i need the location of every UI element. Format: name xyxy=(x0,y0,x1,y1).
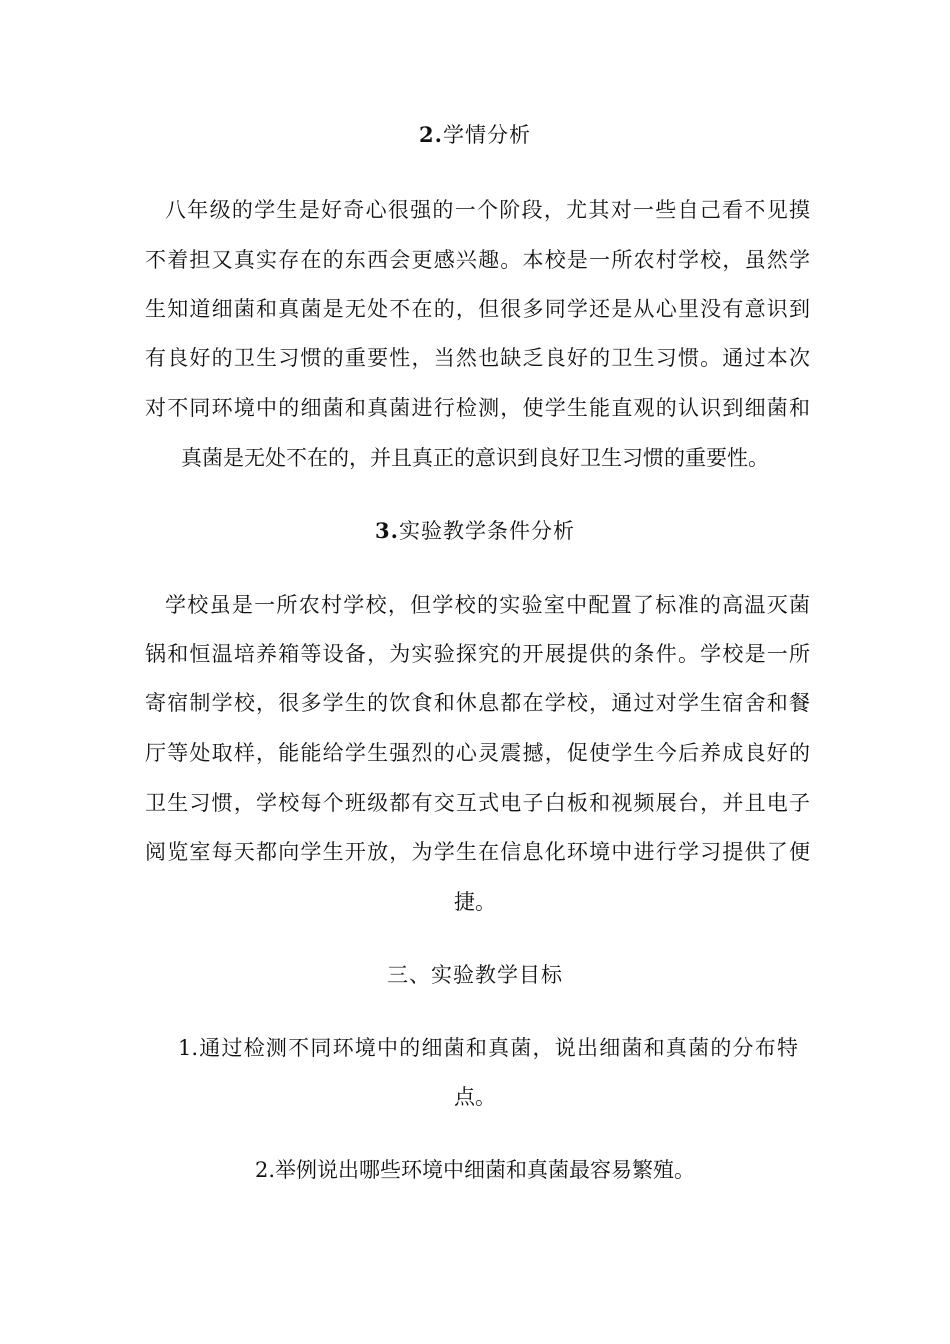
goal-item-1-continued: 点。 xyxy=(454,1085,496,1109)
paragraph-line: 捷。 xyxy=(454,890,496,914)
heading-text: 学情分析 xyxy=(442,123,531,147)
paragraph-line: 厅等处取样，能能给学生强烈的心灵震撼，促使学生今后养成良好的 xyxy=(145,741,810,765)
goal-item-1: 1.通过检测不同环境中的细菌和真菌，说出细菌和真菌的分布特 xyxy=(178,1036,798,1060)
paragraph-line: 阅览室每天都向学生开放，为学生在信息化环境中进行学习提供了便 xyxy=(145,840,810,864)
heading-number: 3. xyxy=(375,518,399,543)
heading-number: 2. xyxy=(419,122,443,147)
section-heading-learning-analysis xyxy=(0,120,950,150)
goal-item-2: 2.举例说出哪些环境中细菌和真菌最容易繁殖。 xyxy=(254,1158,696,1182)
paragraph-line: 八年级的学生是好奇心很强的一个阶段，尤其对一些自己看不见摸 xyxy=(165,198,810,222)
paragraph-line: 锅和恒温培养箱等设备，为实验探究的开展提供的条件。学校是一所 xyxy=(145,642,810,666)
paragraph-line: 对不同环境中的细菌和真菌进行检测，使学生能直观的认识到细菌和 xyxy=(145,396,810,420)
paragraph-line: 寄宿制学校，很多学生的饮食和休息都在学校，通过对学生宿舍和餐 xyxy=(145,691,810,715)
section-heading-teaching-goals: 三、实验教学目标 xyxy=(387,963,563,987)
paragraph-line: 真菌是无处不在的，并且真正的意识到良好卫生习惯的重要性。 xyxy=(181,446,769,470)
paragraph-line: 生知道细菌和真菌是无处不在的，但很多同学还是从心里没有意识到 xyxy=(145,297,810,321)
paragraph-line: 不着担又真实存在的东西会更感兴趣。本校是一所农村学校，虽然学 xyxy=(145,248,810,272)
paragraph-line: 卫生习惯，学校每个班级都有交互式电子白板和视频展台，并且电子 xyxy=(145,791,810,815)
section-heading-lab-conditions xyxy=(0,516,950,546)
heading-text: 实验教学条件分析 xyxy=(398,519,575,543)
paragraph-line: 学校虽是一所农村学校，但学校的实验室中配置了标准的高温灭菌 xyxy=(165,593,810,617)
paragraph-line: 有良好的卫生习惯的重要性，当然也缺乏良好的卫生习惯。通过本次 xyxy=(145,346,810,370)
